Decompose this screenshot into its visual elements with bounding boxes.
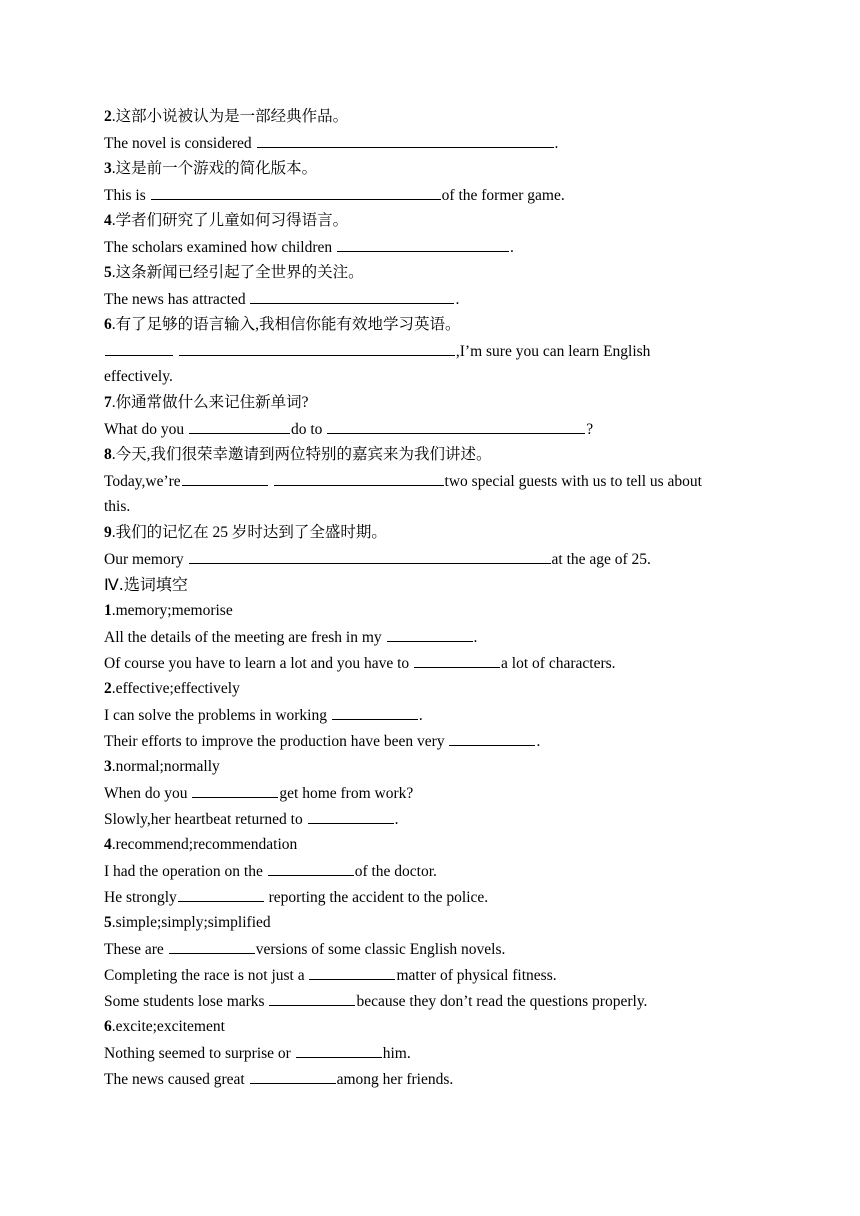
question-en: The novel is considered . [104,130,784,156]
question-en-continued: effectively. [104,368,173,385]
question-en: Today,we’re two special guests with us to tell us about [104,468,784,494]
fill-sentence: Slowly,her heartbeat returned to . [104,806,784,832]
worksheet-page [104,104,784,1092]
question-en-continued: this. [104,498,131,515]
answer-blank[interactable] [308,806,394,824]
answer-blank[interactable] [268,858,354,876]
answer-blank[interactable] [387,624,473,642]
word-options: 1.memory;memorise [104,602,233,619]
fill-sentence: The news caused great among her friends. [104,1066,784,1092]
word-options: 2.effective;effectively [104,680,240,697]
answer-blank[interactable] [182,468,268,486]
question-en: ,I’m sure you can learn English [104,338,784,364]
answer-blank[interactable] [337,234,509,252]
word-options: 4.recommend;recommendation [104,836,298,853]
question-en: What do you do to ? [104,416,784,442]
answer-blank[interactable] [189,546,551,564]
answer-blank[interactable] [327,416,585,434]
answer-blank[interactable] [257,130,554,148]
answer-blank[interactable] [296,1040,382,1058]
section-title: Ⅳ.选词填空 [104,575,188,594]
word-options: 5.simple;simply;simplified [104,914,271,931]
fill-sentence: All the details of the meeting are fresh in my . [104,624,784,650]
question-cn: 7.你通常做什么来记住新单词? [104,394,309,411]
question-cn: 6.有了足够的语言输入,我相信你能有效地学习英语。 [104,316,461,333]
word-options: 3.normal;normally [104,758,220,775]
question-cn: 5.这条新闻已经引起了全世界的关注。 [104,264,364,281]
answer-blank[interactable] [414,650,500,668]
answer-blank[interactable] [449,728,535,746]
answer-blank[interactable] [179,338,455,356]
question-cn: 3.这是前一个游戏的简化版本。 [104,160,318,177]
fill-sentence: I can solve the problems in working . [104,702,784,728]
fill-sentence: Of course you have to learn a lot and you have to a lot of characters. [104,650,784,676]
question-cn: 2.这部小说被认为是一部经典作品。 [104,108,349,125]
question-cn: 8.今天,我们很荣幸邀请到两位特别的嘉宾来为我们讲述。 [104,446,492,463]
answer-blank[interactable] [192,780,278,798]
question-en: The scholars examined how children . [104,234,784,260]
answer-blank[interactable] [269,988,355,1006]
answer-blank[interactable] [169,936,255,954]
fill-sentence: I had the operation on the of the doctor. [104,858,784,884]
fill-sentence: Completing the race is not just a matter of physical fitness. [104,962,784,988]
fill-sentence: Their efforts to improve the production have been very . [104,728,784,754]
question-en: The news has attracted . [104,286,784,312]
fill-sentence: These are versions of some classic English novels. [104,936,784,962]
question-cn: 4.学者们研究了儿童如何习得语言。 [104,212,349,229]
answer-blank[interactable] [250,1066,336,1084]
question-en: This is of the former game. [104,182,784,208]
answer-blank[interactable] [178,884,264,902]
question-en: Our memory at the age of 25. [104,546,784,572]
fill-sentence: He strongly reporting the accident to the police. [104,884,784,910]
answer-blank[interactable] [250,286,454,304]
question-cn: 9.我们的记忆在 25 岁时达到了全盛时期。 [104,524,387,541]
answer-blank[interactable] [309,962,395,980]
word-options: 6.excite;excitement [104,1018,225,1035]
answer-blank[interactable] [151,182,441,200]
answer-blank[interactable] [189,416,290,434]
answer-blank[interactable] [332,702,418,720]
fill-sentence: Some students lose marks because they don’t read the questions properly. [104,988,784,1014]
fill-sentence: Nothing seemed to surprise or him. [104,1040,784,1066]
answer-blank[interactable] [274,468,444,486]
fill-sentence: When do you get home from work? [104,780,784,806]
answer-blank[interactable] [105,338,173,356]
